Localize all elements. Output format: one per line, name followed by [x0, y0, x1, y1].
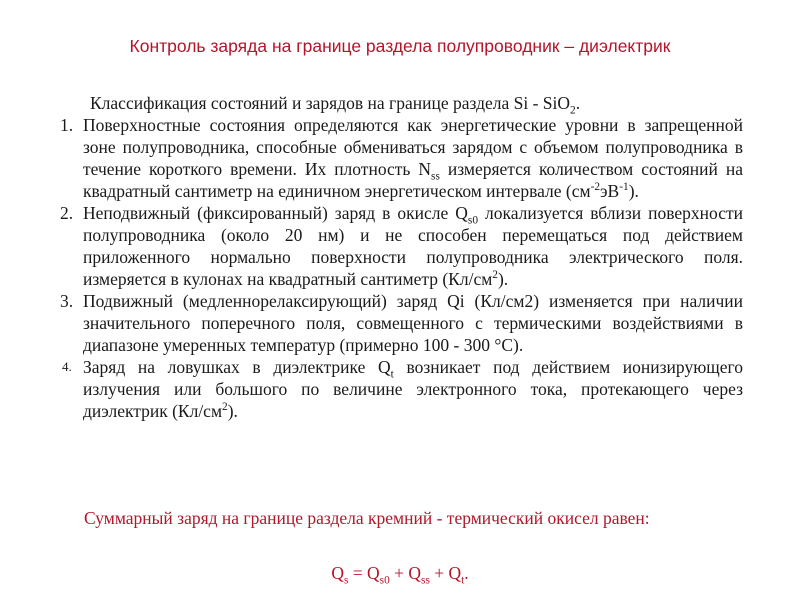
- list-item-1-part-2: измеряется количеством состояний на квадратный сантиметр на единичном энергетическом интервале (см: [83, 159, 744, 201]
- list-item-2-part-3: ).: [497, 269, 509, 289]
- list-item-3-number: 3.: [60, 291, 74, 311]
- classification-heading-text: Классификация состояний и зарядов на границе раздела Si - SiO: [90, 93, 571, 113]
- list-item-1: [0, 114, 800, 202]
- formula-plus-1: + Q: [389, 563, 422, 583]
- list-item-2-subscript: s0: [467, 214, 479, 227]
- list-item-1-part-3: эВ: [600, 181, 620, 201]
- list-item-1-part-1: Поверхностные состояния определяются как энергетические уровни в запрещенной зоне полупроводника, способные обмениваться зарядом с объемом полупроводника в течение короткого времени. Их плотность N: [83, 115, 743, 179]
- list-item-1-part-4: ).: [628, 181, 639, 201]
- list-item-4-part-1: Заряд на ловушках в диэлектрике Q: [83, 357, 391, 377]
- formula-term-1-subscript: s0: [379, 574, 390, 587]
- list-item-2-part-2: локализуется вблизи поверхности полупроводника (около 20 нм) и не способен перемещаться под действием приложенного нормально поверхности полупроводника электрического поля. измеряется в кулонах на квадратный сантиметр (Кл/см: [83, 203, 743, 289]
- charge-formula: [0, 562, 800, 587]
- formula-lhs: Q: [331, 563, 344, 583]
- list-item-4-part-2: возникает под действием ионизирующего излучения или большого по величине электронного тока, протекающего через диэлектрик (Кл/см: [83, 357, 743, 421]
- list-item-4-subscript: t: [390, 368, 394, 381]
- classification-heading: [90, 92, 581, 117]
- formula-equals: = Q: [348, 563, 380, 583]
- list-item-2-part-1: Неподвижный (фиксированный) заряд в окисле Q: [83, 203, 468, 223]
- list-item-3: [0, 290, 800, 356]
- list-item-4-superscript: 2: [222, 401, 228, 414]
- list-item-4: [0, 356, 800, 422]
- list-item-4-part-3: ).: [227, 401, 238, 421]
- list-item-1-subscript: ss: [431, 170, 440, 183]
- classification-heading-subscript: 2: [570, 104, 576, 117]
- list-item-2-superscript: 2: [492, 269, 498, 282]
- list-item-1-superscript-1: -2: [590, 181, 601, 194]
- list-item-4-text: [83, 356, 743, 422]
- classification-heading-end: .: [575, 93, 581, 113]
- classification-list: [0, 114, 800, 422]
- list-item-3-text: Подвижный (медленнорелаксирующий) заряд Qi (Кл/см2) изменяется при наличии значительного поперечного поля, совмещенного с термическими воздействиями в диапазоне умеренных температур (примерно 100 - 300 °С).: [83, 291, 743, 355]
- summary-text: Суммарный заряд на границе раздела кремний - термический окисел равен:: [84, 508, 650, 528]
- slide-title: Контроль заряда на границе раздела полупроводник – диэлектрик: [129, 36, 671, 56]
- list-item-1-superscript-2: -1: [619, 181, 629, 194]
- list-item-1-number: 1.: [60, 115, 74, 135]
- list-item-2-text: [83, 202, 743, 290]
- formula-term-3-subscript: t: [461, 574, 465, 587]
- formula-end: .: [464, 563, 469, 583]
- formula-plus-2: + Q: [429, 563, 462, 583]
- list-item-1-text: [83, 114, 743, 202]
- formula-lhs-subscript: s: [343, 574, 349, 587]
- list-item-4-number: 4.: [62, 359, 72, 374]
- list-item-2-number: 2.: [60, 203, 74, 223]
- formula-term-2-subscript: ss: [421, 574, 430, 587]
- list-item-2: [0, 202, 800, 290]
